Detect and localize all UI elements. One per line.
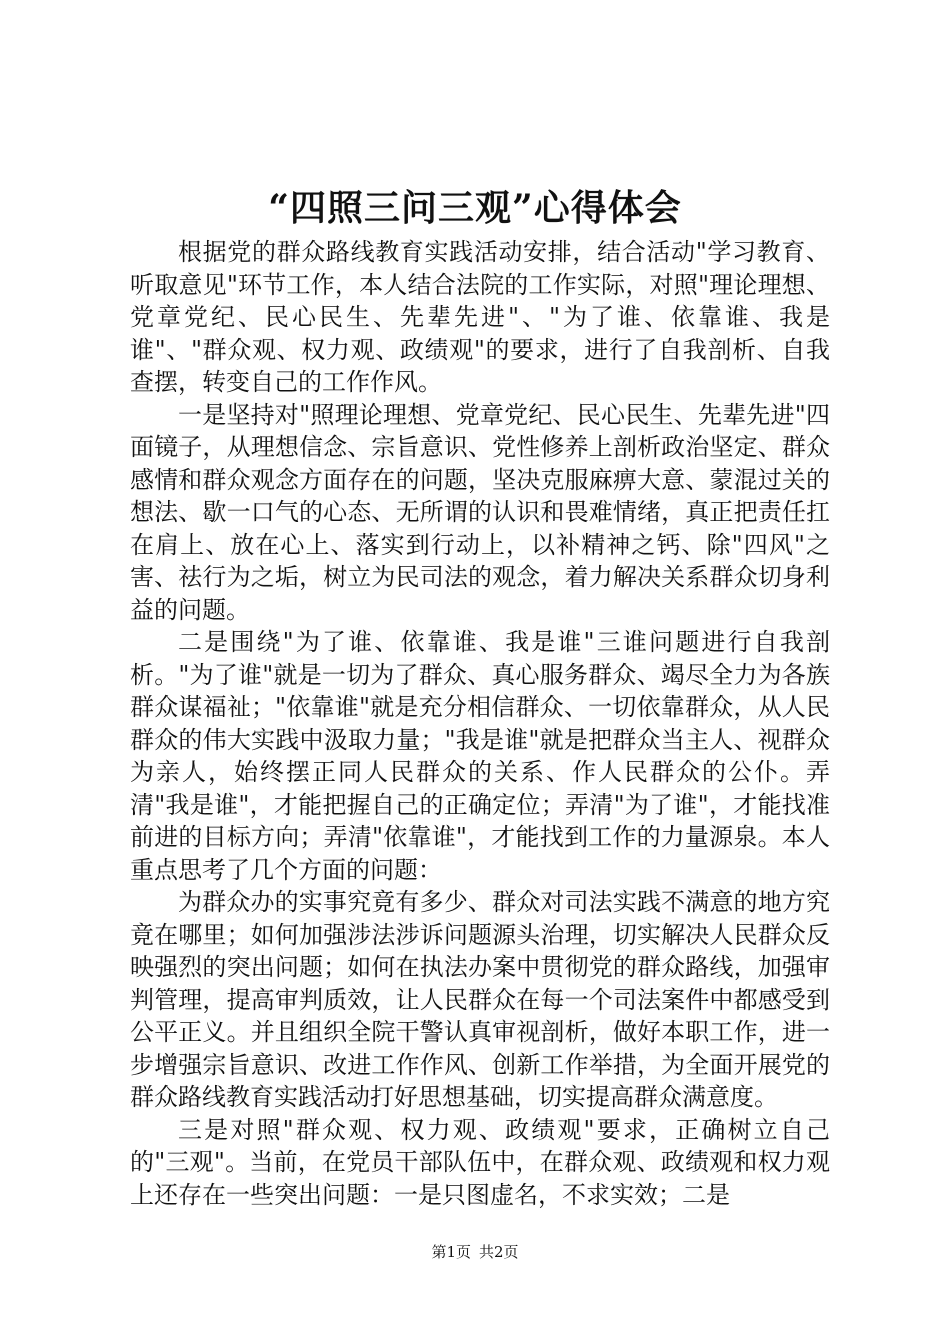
- paragraph-intro: 根据党的群众路线教育实践活动安排，结合活动"学习教育、听取意见"环节工作，本人结合法院的工作实际，对照"理论理想、党章党纪、民心民生、先辈先进"、"为了谁、依靠谁、我是谁"、"群众观、权力观、政绩观"的要求，进行了自我剖析、自我查摆，转变自己的工作作风。: [130, 238, 830, 396]
- paragraph-four-mirrors: 一是坚持对"照理论理想、党章党纪、民心民生、先辈先进"四面镜子，从理想信念、宗旨意识、党性修养上剖析政治坚定、群众感情和群众观念方面存在的问题，坚决克服麻痹大意、蒙混过关的想法、歇一口气的心态、无所谓的认识和畏难情绪，真正把责任扛在肩上、放在心上、落实到行动上，以补精神之钙、除"四风"之害、祛行为之垢，树立为民司法的观念，着力解决关系群众切身利益的问题。: [130, 400, 830, 624]
- page-number: 第1页: [431, 1243, 471, 1261]
- paragraph-three-views: 三是对照"群众观、权力观、政绩观"要求，正确树立自己的"三观"。当前，在党员干部队伍中，在群众观、政绩观和权力观上还存在一些突出问题：一是只图虚名，不求实效；二是: [130, 1115, 830, 1209]
- paragraph-three-questions: 二是围绕"为了谁、依靠谁、我是谁"三谁问题进行自我剖析。"为了谁"就是一切为了群众、真心服务群众、竭尽全力为各族群众谋福祉；"依靠谁"就是充分相信群众、一切依靠群众，从人民群众的伟大实践中汲取力量；"我是谁"就是把群众当主人、视群众为亲人，始终摆正同人民群众的关系、作人民群众的公仆。弄清"我是谁"，才能把握自己的正确定位；弄清"为了谁"，才能找准前进的目标方向；弄清"依靠谁"，才能找到工作的力量源泉。本人重点思考了几个方面的问题：: [130, 628, 830, 884]
- page-footer: [0, 1240, 950, 1264]
- page-total: 共2页: [479, 1243, 519, 1261]
- paragraph-reflection: 为群众办的实事究竟有多少、群众对司法实践不满意的地方究竟在哪里；如何加强涉法涉诉问题源头治理，切实解决人民群众反映强烈的突出问题；如何在执法办案中贯彻党的群众路线，加强审判管理，提高审判质效，让人民群众在每一个司法案件中都感受到公平正义。并且组织全院干警认真审视剖析，做好本职工作，进一步增强宗旨意识、改进工作作风、创新工作举措，为全面开展党的群众路线教育实践活动打好思想基础，切实提高群众满意度。: [130, 888, 830, 1111]
- page-title: “四照三问三观”心得体会: [268, 187, 682, 229]
- document-body: [130, 236, 830, 1211]
